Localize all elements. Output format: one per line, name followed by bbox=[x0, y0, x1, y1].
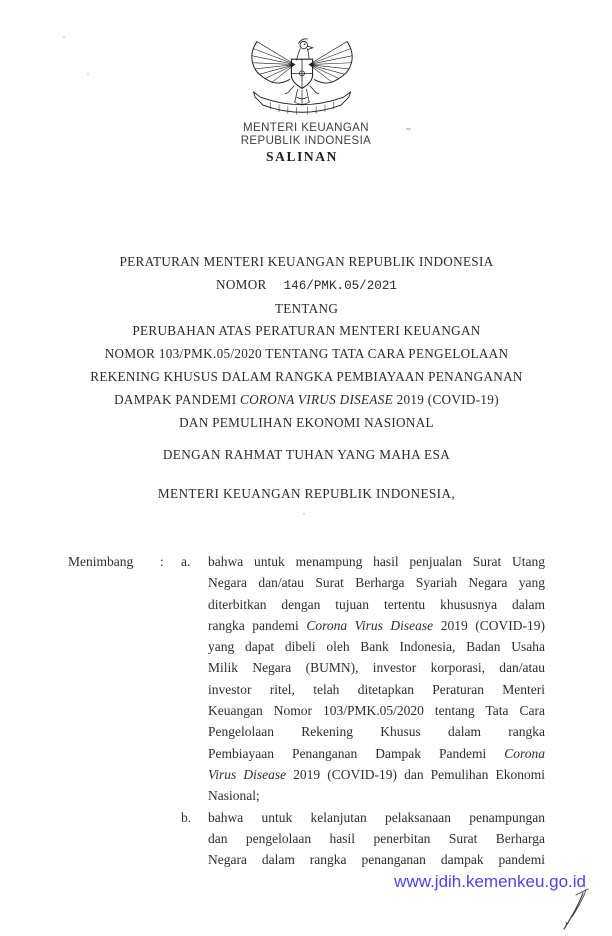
text-line: yang dapat dibeli oleh Bank Indonesia, Badan Usaha bbox=[208, 639, 545, 655]
scan-speck bbox=[406, 128, 411, 130]
text-line: Pengelolaan Rekening Khusus dalam rangka bbox=[208, 724, 545, 740]
consideration-item-a bbox=[181, 551, 545, 807]
regulation-title-line: PERATURAN MENTERI KEUANGAN REPUBLIK INDONESIA bbox=[119, 254, 494, 269]
copy-stamp: SALINAN bbox=[266, 149, 338, 164]
text-line: rangka pandemi Corona Virus Disease 2019 (COVID-19) bbox=[208, 617, 545, 633]
scan-speck bbox=[63, 36, 65, 38]
considerations-section bbox=[68, 551, 545, 870]
menimbang-colon: : bbox=[160, 554, 164, 569]
regulation-subject bbox=[68, 320, 545, 434]
authority-line: MENTERI KEUANGAN REPUBLIK INDONESIA, bbox=[157, 486, 456, 501]
jdih-watermark-link[interactable]: www.jdih.kemenkeu.go.id bbox=[394, 872, 586, 891]
text-line: Negara dan/atau Surat Berharga Syariah Negara yang bbox=[208, 575, 545, 591]
text-line: PERUBAHAN ATAS PERATURAN MENTERI KEUANGAN bbox=[132, 323, 481, 339]
item-marker: a. bbox=[181, 554, 191, 569]
ministry-name: MENTERI KEUANGAN bbox=[243, 122, 369, 134]
text-line: Negara dalam rangka penanganan dampak pandemi bbox=[208, 852, 545, 868]
text-line: Milik Negara (BUMN), investor korporasi, dan/atau bbox=[208, 660, 545, 676]
garuda-pancasila-emblem bbox=[249, 35, 355, 122]
invocation-line: DENGAN RAHMAT TUHAN YANG MAHA ESA bbox=[162, 447, 451, 462]
ministry-letterhead bbox=[0, 122, 612, 148]
text-line: investor ritel, telah ditetapkan Peraturan Menteri bbox=[208, 681, 545, 697]
text-line: diterbitkan dengan tujuan tertentu khususnya dalam bbox=[208, 596, 545, 612]
scan-speck bbox=[303, 513, 305, 515]
regulation-number-line bbox=[68, 274, 545, 298]
text-line: DAN PEMULIHAN EKONOMI NASIONAL bbox=[179, 414, 434, 430]
consideration-item-b bbox=[181, 807, 545, 871]
consideration-items bbox=[181, 551, 545, 870]
text-line: Nasional; bbox=[208, 788, 260, 804]
text-line: bahwa untuk menampung hasil penjualan Surat Utang bbox=[208, 554, 545, 569]
item-marker: b. bbox=[181, 809, 192, 825]
text-line: Virus Disease 2019 (COVID-19) dan Pemulihan Ekonomi bbox=[208, 766, 546, 782]
text-line: dan pengelolaan hasil penerbitan Surat Berharga bbox=[208, 830, 545, 846]
text-line: Pembiayaan Penanganan Dampak Pandemi Corona bbox=[208, 745, 545, 761]
scan-speck bbox=[87, 73, 89, 75]
text-line: Keuangan Nomor 103/PMK.05/2020 tentang Tata Cara bbox=[208, 703, 545, 719]
nomor-value: 146/PMK.05/2021 bbox=[283, 278, 397, 293]
tentang-label: TENTANG bbox=[274, 300, 339, 316]
nomor-label: NOMOR bbox=[216, 276, 267, 292]
item-text bbox=[208, 551, 545, 807]
menimbang-label: Menimbang bbox=[68, 554, 134, 569]
paraf-mark bbox=[554, 886, 592, 936]
document-title bbox=[68, 251, 545, 434]
ministry-country: REPUBLIK INDONESIA bbox=[240, 135, 372, 147]
item-text bbox=[208, 807, 545, 871]
text-line: DAMPAK PANDEMI CORONA VIRUS DISEASE 2019 (COVID-19) bbox=[114, 391, 499, 407]
text-line: NOMOR 103/PMK.05/2020 TENTANG TATA CARA PENGELOLAAN bbox=[104, 346, 509, 362]
text-line: REKENING KHUSUS DALAM RANGKA PEMBIAYAAN PENANGANAN bbox=[90, 368, 523, 384]
text-line: bahwa untuk kelanjutan pelaksanaan penampungan bbox=[208, 809, 545, 825]
